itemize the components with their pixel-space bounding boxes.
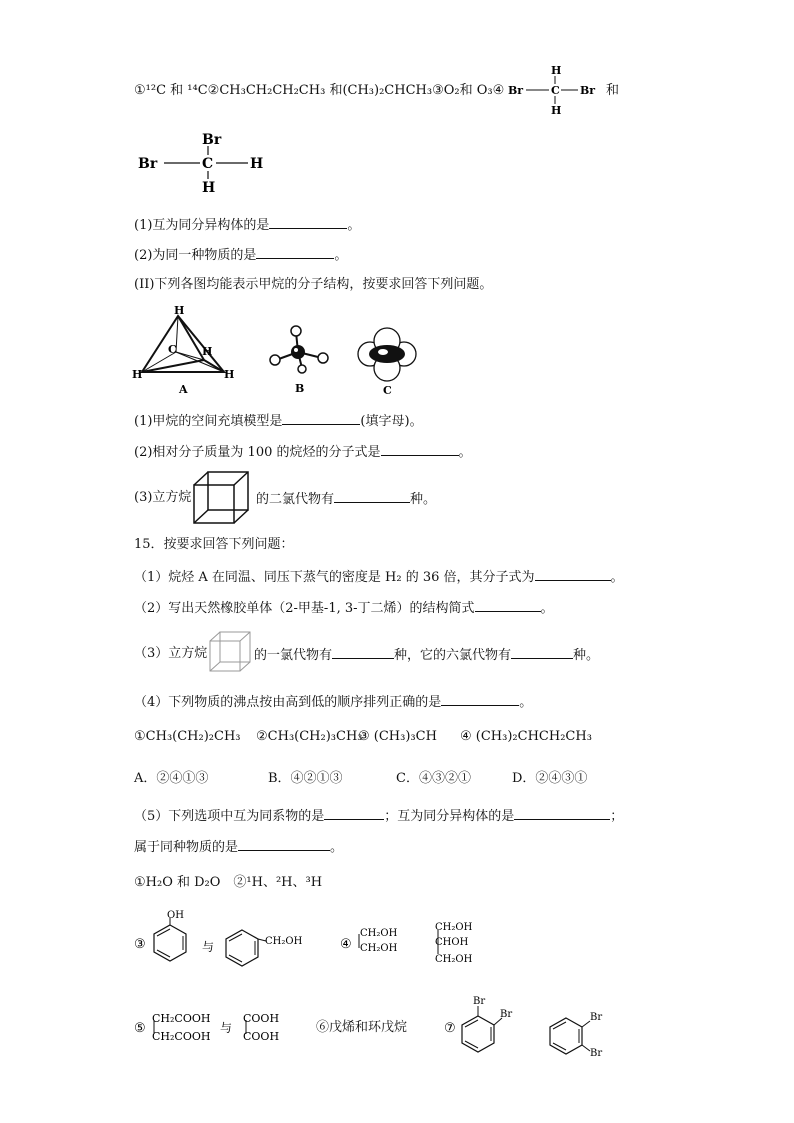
q14-m1: (1)甲烷的空间充填模型是 (填字母)。 xyxy=(134,411,423,431)
o4-a1: CH₂OH xyxy=(360,928,398,939)
struct-a-bottom: H xyxy=(551,104,562,117)
options-line-1-2: ①H₂O 和 D₂O ②¹H、²H、³H xyxy=(134,875,323,890)
cubane-icon-light xyxy=(208,630,254,674)
model-c-label: C xyxy=(383,384,392,397)
o4-a2: CH₂OH xyxy=(360,943,398,954)
answer-blank-same-substance-5[interactable] xyxy=(238,837,330,851)
choice-c[interactable]: C．④③②① xyxy=(396,771,471,786)
o7-br4: Br xyxy=(590,1048,603,1059)
q15-s3a: （3）立方烷 xyxy=(134,646,208,661)
model-b-label: B xyxy=(295,382,305,395)
o3-yu: 与 xyxy=(202,940,215,954)
s4-item-2: ②CH₃(CH₂)₃CH₃ xyxy=(256,729,363,744)
tetra-mid-h: H xyxy=(202,345,213,358)
o5-a1: CH₂COOH xyxy=(152,1012,211,1025)
q15-s1: （1）烷烃 A 在同温、同压下蒸气的密度是 H₂ 的 36 倍，其分子式为 。 xyxy=(134,567,624,587)
q15-s3: 的一氯代物有 种，它的六氯代物有 种。 xyxy=(254,645,599,665)
answer-blank-space-filling[interactable] xyxy=(282,411,360,425)
o3-ch2oh: CH₂OH xyxy=(265,936,303,947)
option-7-dibromobenzene xyxy=(444,992,624,1062)
q14-m3a: (3)立方烷 xyxy=(134,490,192,505)
o4-b2: CHOH xyxy=(435,937,469,948)
q14-line1 xyxy=(134,82,504,100)
answer-blank-boiling-order[interactable] xyxy=(441,692,519,706)
q15-s5-line2: 属于同种物质的是 。 xyxy=(134,837,343,857)
q15-s5: （5）下列选项中互为同系物的是 ；互为同分异构体的是 ； xyxy=(134,806,623,826)
methane-model-a-tetrahedron xyxy=(132,302,242,394)
item3-oxygen: ③O₂和 O₃ xyxy=(432,83,493,98)
struct-a-top: H xyxy=(551,64,562,77)
methane-model-b-ball-stick xyxy=(266,322,336,394)
o5-a2: CH₂COOH xyxy=(152,1030,211,1043)
o7-br1: Br xyxy=(473,996,486,1007)
o4-b3: CH₂OH xyxy=(435,954,473,965)
struct-b-top: Br xyxy=(202,132,222,148)
cubane-icon xyxy=(192,470,252,526)
o7-br3: Br xyxy=(590,1012,603,1023)
o4-num: ④ xyxy=(340,937,352,952)
struct-b-center: C xyxy=(202,156,214,172)
o5-b1: COOH xyxy=(243,1012,280,1025)
option-6: ⑥戊烯和环戊烷 xyxy=(316,1020,408,1035)
o3-oh: OH xyxy=(167,910,184,921)
answer-blank-molecular-formula[interactable] xyxy=(381,442,459,456)
part2-title: (II)下列各图均能表示甲烷的分子结构，按要求回答下列问题。 xyxy=(134,277,493,292)
o5-num: ⑤ xyxy=(134,1021,146,1036)
o5-yu: 与 xyxy=(220,1021,233,1035)
o3-num: ③ xyxy=(134,937,146,952)
o7-num: ⑦ xyxy=(444,1021,456,1036)
q14-p2: (2)为同一种物质的是 。 xyxy=(134,245,347,265)
s4-item-4: ④ (CH₃)₂CHCH₂CH₃ xyxy=(460,729,592,744)
q14-p1: (1)互为同分异构体的是 。 xyxy=(134,215,360,235)
answer-blank-isoprene-structure[interactable] xyxy=(475,598,541,612)
structure-dibromomethane-b xyxy=(138,128,278,198)
struct-a-center: C xyxy=(551,84,560,97)
q15-s2: （2）写出天然橡胶单体（2-甲基-1, 3-丁二烯）的结构简式 。 xyxy=(134,598,554,618)
methane-model-c-space-filling xyxy=(356,324,426,396)
struct-b-right: H xyxy=(250,156,264,172)
q14-m2: (2)相对分子质量为 100 的烷烃的分子式是 。 xyxy=(134,442,472,462)
tetra-c: C xyxy=(168,343,177,356)
structure-dibromomethane-a xyxy=(508,62,608,118)
q15-s4: （4）下列物质的沸点按由高到低的顺序排列正确的是 。 xyxy=(134,692,532,712)
struct-b-left: Br xyxy=(138,156,158,172)
choice-a[interactable]: A．②④①③ xyxy=(134,771,209,786)
and-text: 和 xyxy=(606,83,620,98)
q15-title: 15．按要求回答下列问题： xyxy=(134,537,294,552)
option-5-succinic-vs-oxalic xyxy=(134,1006,294,1050)
option-3-phenol-vs-benzyl-alcohol xyxy=(134,908,314,976)
item4-label: ④ xyxy=(492,83,505,98)
answer-blank-alkane-formula[interactable] xyxy=(535,567,611,581)
option-4-glycol-vs-glycerol xyxy=(340,918,480,970)
tetra-right-h: H xyxy=(224,368,235,381)
o7-br2: Br xyxy=(500,1009,513,1020)
tetra-top-h: H xyxy=(174,304,185,317)
choice-b[interactable]: B．④②①③ xyxy=(268,771,343,786)
answer-blank-monochloro-count[interactable] xyxy=(332,645,394,659)
o5-b2: COOH xyxy=(243,1030,280,1043)
s4-item-1: ①CH₃(CH₂)₂CH₃ xyxy=(134,729,241,744)
struct-a-right: Br xyxy=(580,84,596,97)
answer-blank-isomers-5[interactable] xyxy=(514,806,610,820)
tetra-left-h: H xyxy=(132,368,143,381)
item1-isotopes: ①¹²C 和 ¹⁴C xyxy=(134,83,208,98)
answer-blank-isomers[interactable] xyxy=(269,215,347,229)
struct-a-left: Br xyxy=(508,84,524,97)
o4-b1: CH₂OH xyxy=(435,922,473,933)
answer-blank-same-substance[interactable] xyxy=(256,245,334,259)
q14-m3: 的二氯代物有 种。 xyxy=(256,489,436,509)
model-a-label: A xyxy=(179,383,188,396)
answer-blank-hexachloro-count[interactable] xyxy=(511,645,573,659)
struct-b-bottom: H xyxy=(202,180,216,196)
s4-item-3: ③ (CH₃)₃CH xyxy=(358,729,437,744)
choice-d[interactable]: D．②④③① xyxy=(512,771,588,786)
answer-blank-homologs[interactable] xyxy=(324,806,384,820)
item2-butanes: ②CH₃CH₂CH₂CH₃ 和(CH₃)₂CHCH₃ xyxy=(207,83,433,98)
answer-blank-dichloro-count[interactable] xyxy=(334,489,410,503)
